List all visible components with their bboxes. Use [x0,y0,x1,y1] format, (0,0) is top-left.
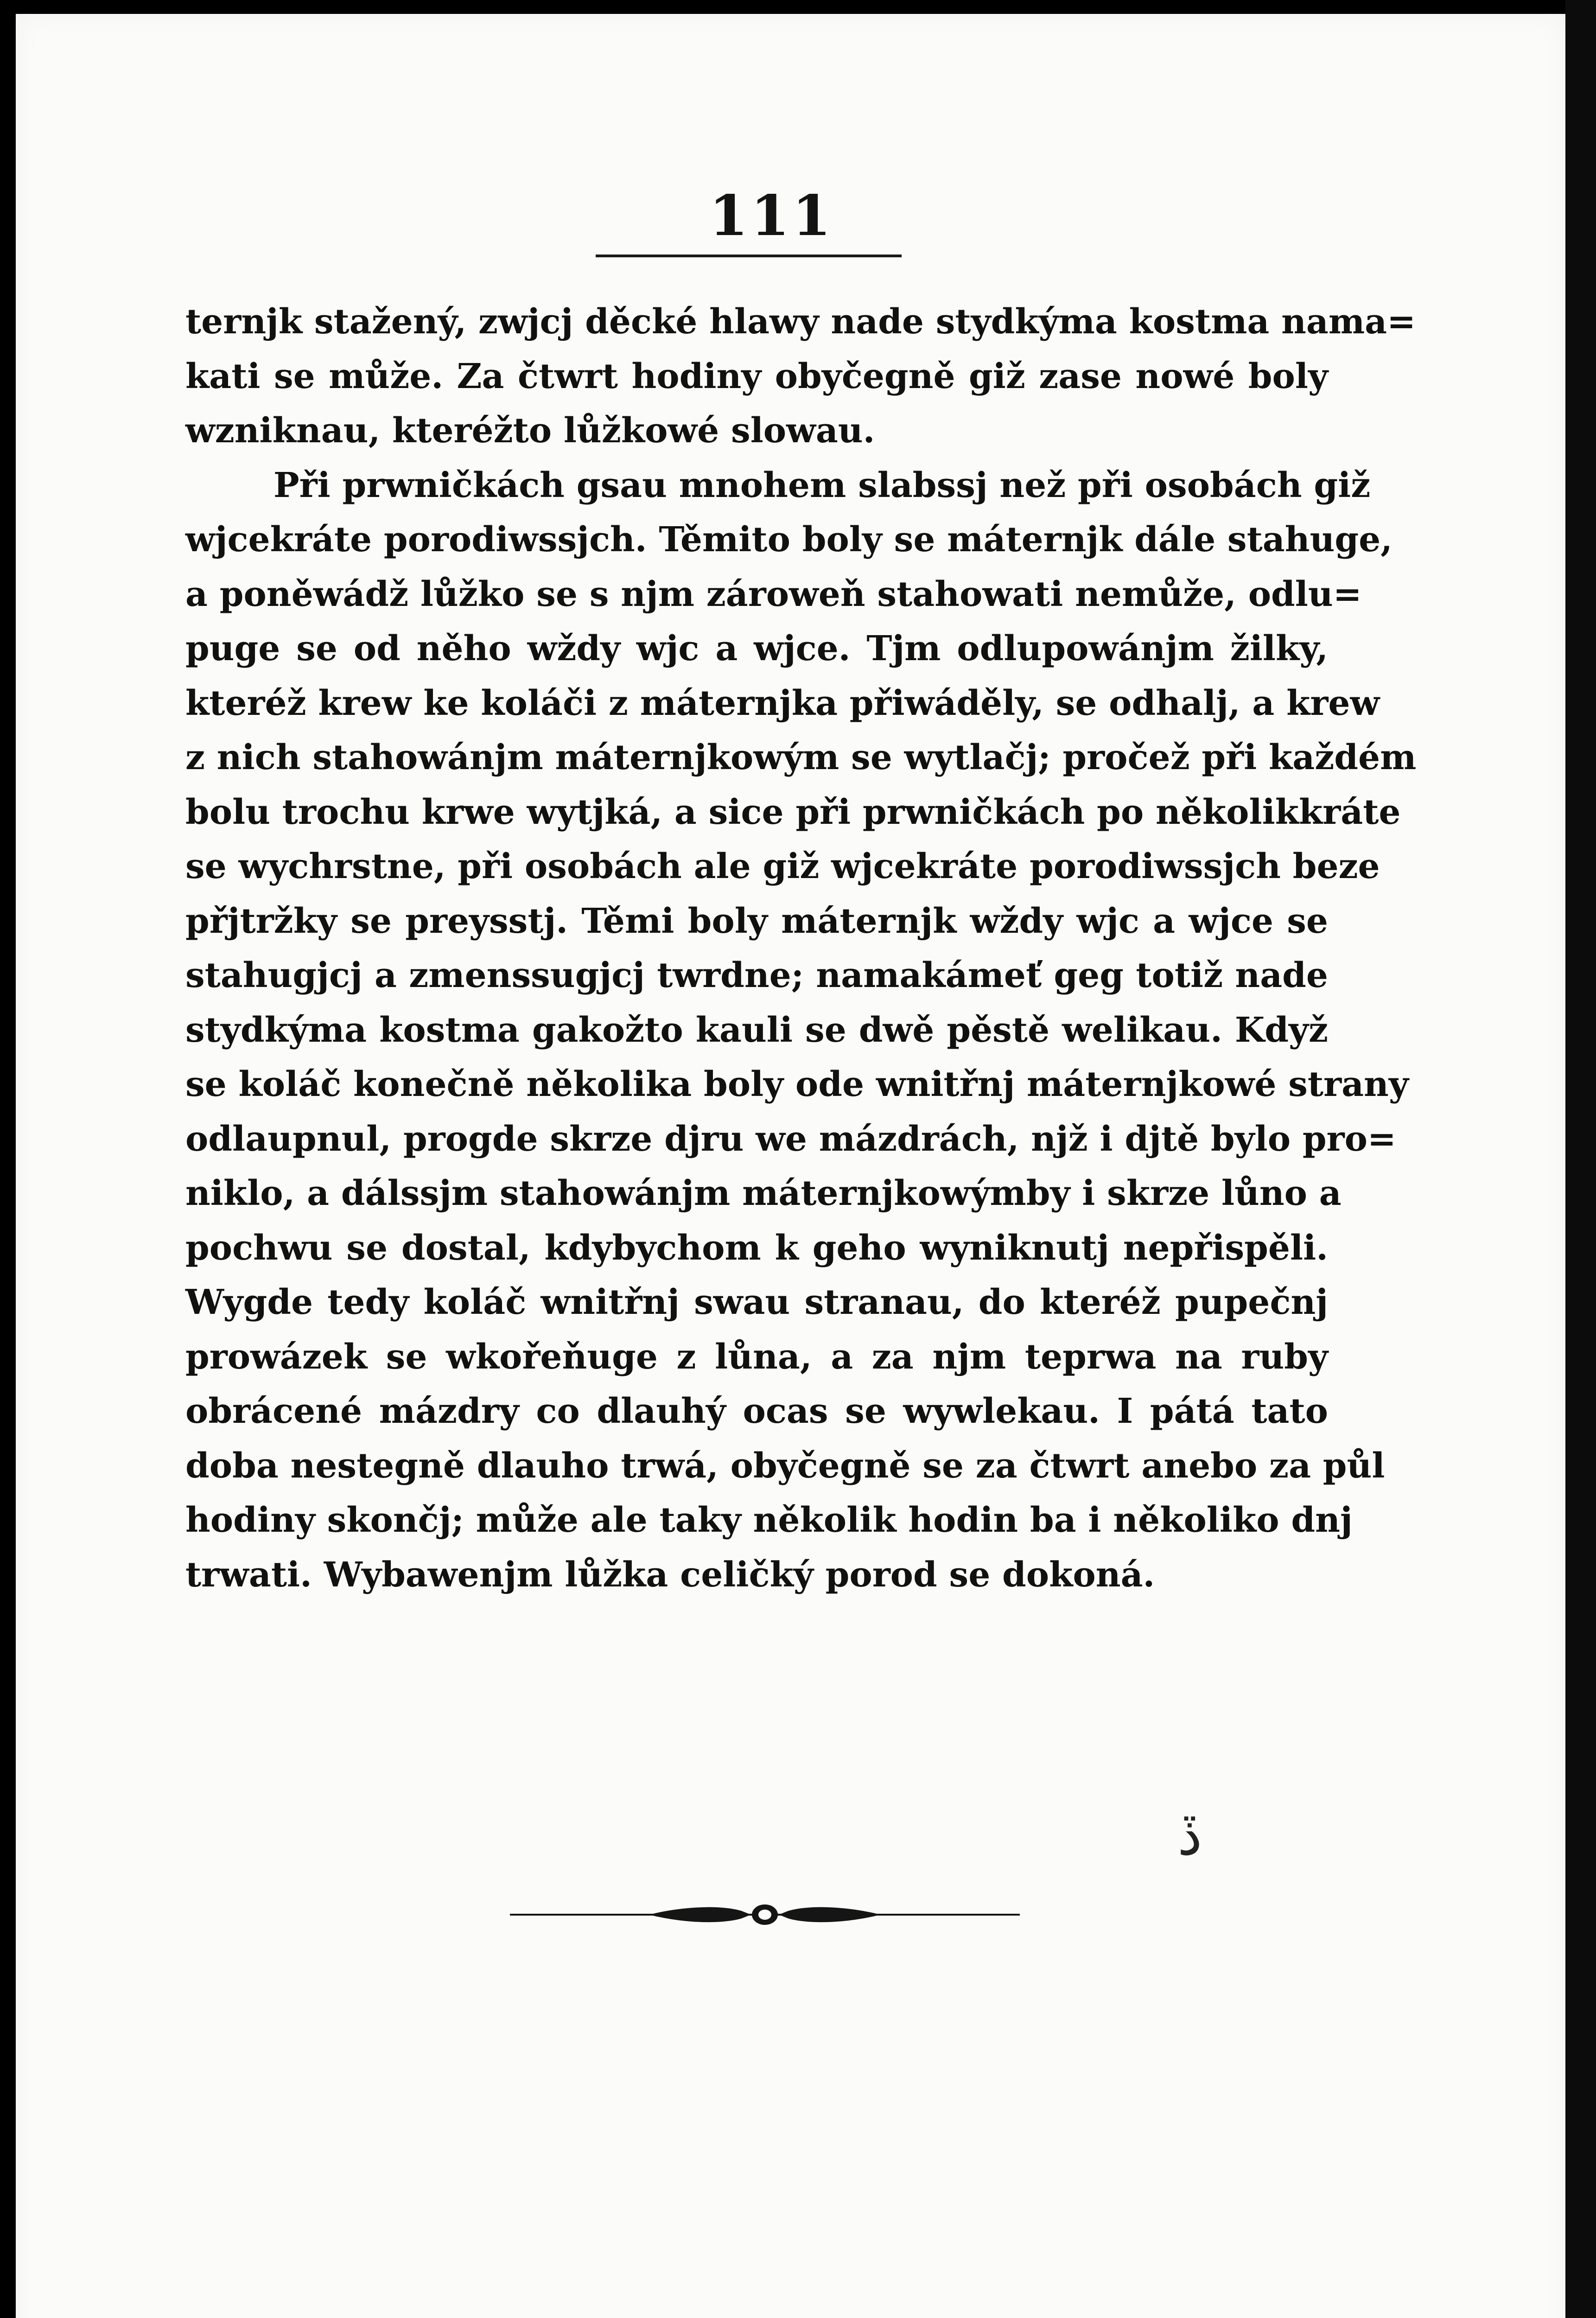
page-number: 111 [709,183,834,248]
text-line: wzniknau, kteréžto lůžkowé slowau. [185,411,875,451]
text-line: stahugjcj a zmenssugjcj twrdne; namakámeť geg totiž nade [185,955,1328,995]
header-rule [596,255,902,257]
text-line: pochwu se dostal, kdybychom k geho wyniknutj nepřispěli. [185,1228,1328,1268]
text-line: se koláč konečně několika boly ode wnitřnj máternjkowé strany [185,1064,1409,1104]
text-line: se wychrstne, při osobách ale giž wjcekráte porodiwssjch beze [185,847,1380,886]
text-line: wjcekráte porodiwssjch. Těmito boly se máternjk dále stahuge, [185,520,1393,560]
text-line: ternjk stažený, zwjcj děcké hlawy nade stydkýma kostma nama= [185,302,1416,342]
body-text [185,295,1417,1602]
text-line: hodiny skončj; může ale taky několik hodin ba i několiko dnj [185,1500,1353,1540]
text-line: doba nestegně dlauho trwá, obyčegně se za čtwrt anebo za půl [185,1446,1385,1486]
ornamental-divider-icon [510,1896,1020,1933]
text-line: z nich stahowánjm máternjkowým se wytlačj; pročež při každém [185,738,1417,777]
text-line: přjtržky se preysstj. Těmi boly máternjk wždy wjc a wjce se [185,901,1328,941]
text-line: Wygde tedy koláč wnitřnj swau stranau, do kteréž pupečnj [185,1282,1328,1322]
text-line: Při prwničkách gsau mnohem slabssj než při osobách giž [273,465,1371,505]
text-line: bolu trochu krwe wytjká, a sice při prwničkách po několikkráte [185,792,1401,832]
scan-edge [1565,0,1596,2318]
stray-mark: ڏ [1177,1803,1202,1868]
text-line: trwati. Wybawenjm lůžka celičký porod se dokoná. [185,1554,1155,1595]
text-line: niklo, a dálssjm stahowánjm máternjkowýmby i skrze lůno a [185,1173,1342,1213]
text-line: kati se může. Za čtwrt hodiny obyčegně giž zase nowé boly [185,356,1328,396]
text-line: kteréž krew ke koláči z máternjka přiwáděly, se odhalj, a krew [185,683,1380,723]
text-line: prowázek se wkořeňuge z lůna, a za njm teprwa na ruby [185,1337,1328,1377]
text-line: odlaupnul, progde skrze djru we mázdrách, njž i djtě bylo pro= [185,1119,1396,1159]
text-line: obrácené mázdry co dlauhý ocas se wywlekau. I pátá tato [185,1391,1328,1431]
text-line: a poněwádž lůžko se s njm zároweň stahowati nemůže, odlu= [185,574,1362,614]
text-line: stydkýma kostma gakožto kauli se dwě pěstě welikau. Když [185,1010,1328,1050]
text-line: puge se od něho wždy wjc a wjce. Tjm odlupowánjm žilky, [185,629,1328,669]
